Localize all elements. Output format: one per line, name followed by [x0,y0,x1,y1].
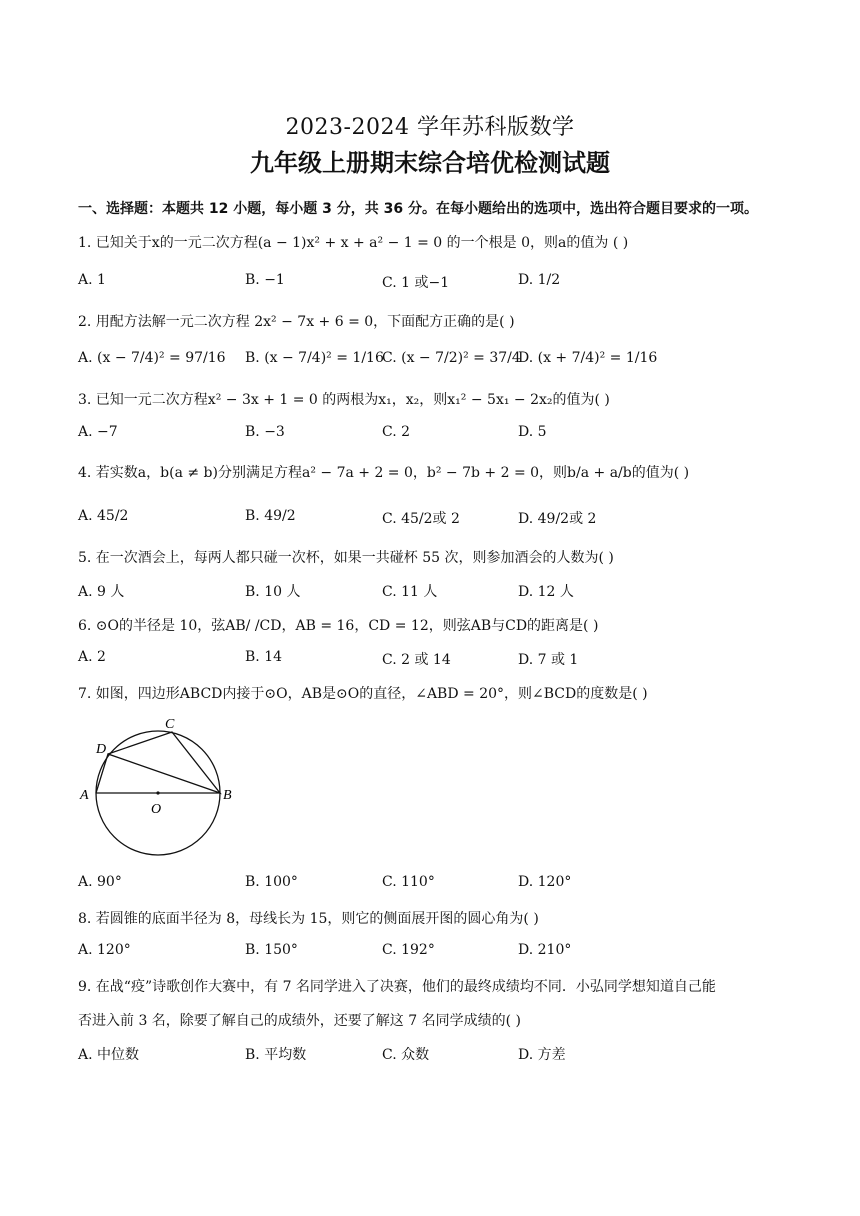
label-b: B [223,788,232,803]
label-c: C [165,717,175,732]
question-3-option-b: B. −3 [245,424,285,440]
question-5-option-b: B. 10 人 [245,584,301,600]
title-subject: 2023-2024 学年苏科版数学 [285,115,575,140]
label-o: O [151,802,162,817]
center-point [156,791,159,794]
question-2-option-d: D. (x + 7/4)² = 1/16 [518,350,658,366]
circle-figure [72,712,252,892]
question-8-option-c: C. 192° [382,942,435,958]
question-9-option-a: A. 中位数 [78,1047,140,1063]
question-9-stem-line2: 否进入前 3 名，除要了解自己的成绩外，还要了解这 7 名同学成绩的( ) [78,1013,521,1029]
question-5-stem: 5. 在一次酒会上，每两人都只碰一次杯，如果一共碰杯 55 次，则参加酒会的人数为( ) [78,550,614,566]
question-1-stem: 1. 已知关于x的一元二次方程(a − 1)x² + x + a² − 1 = 0 的一个根是 0，则a的值为 ( ) [78,235,629,251]
question-2-option-b: B. (x − 7/4)² = 1/16 [245,350,384,366]
question-4-option-b: B. 49/2 [245,508,296,524]
question-8-option-a: A. 120° [78,942,131,958]
question-9-option-d: D. 方差 [518,1047,566,1063]
section-heading: 一、选择题：本题共 12 小题，每小题 3 分，共 36 分。在每小题给出的选项中，选出符合题目要求的一项。 [78,201,758,217]
question-7-option-a: A. 90° [78,874,122,890]
title-exam: 九年级上册期末综合培优检测试题 [250,149,610,177]
question-5-option-d: D. 12 人 [518,584,574,600]
question-4-option-c: C. 45/2或 2 [382,511,460,527]
question-8-option-d: D. 210° [518,942,572,958]
question-6-option-b: B. 14 [245,649,283,665]
question-9-option-c: C. 众数 [382,1047,430,1063]
question-4-option-a: A. 45/2 [78,508,129,524]
question-7-option-b: B. 100° [245,874,298,890]
question-9-stem-line1: 9. 在战“疫”诗歌创作大赛中，有 7 名同学进入了决赛，他们的最终成绩均不同．小弘同学想知道自己能 [78,979,716,995]
question-1-option-b: B. −1 [245,272,285,288]
question-1-option-c: C. 1 或−1 [382,275,450,291]
question-7-stem: 7. 如图，四边形ABCD内接于⊙O，AB是⊙O的直径，∠ABD = 20°，则∠BCD的度数是( ) [78,686,648,702]
question-4-option-d: D. 49/2或 2 [518,511,597,527]
question-6-option-d: D. 7 或 1 [518,652,579,668]
question-1-option-a: A. 1 [78,272,106,288]
question-7-option-c: C. 110° [382,874,435,890]
question-2-option-a: A. (x − 7/4)² = 97/16 [78,350,226,366]
label-d: D [96,742,107,757]
question-3-option-c: C. 2 [382,424,411,440]
label-a: A [80,788,89,803]
question-2-stem: 2. 用配方法解一元二次方程 2x² − 7x + 6 = 0，下面配方正确的是( ) [78,314,515,330]
question-3-stem: 3. 已知一元二次方程x² − 3x + 1 = 0 的两根为x₁，x₂，则x₁² − 5x₁ − 2x₂的值为( ) [78,392,610,408]
question-7-option-d: D. 120° [518,874,572,890]
quadrilateral-abcd [96,732,220,793]
question-2-option-c: C. (x − 7/2)² = 37/4 [382,350,521,366]
question-5-option-c: C. 11 人 [382,584,438,600]
question-6-stem: 6. ⊙O的半径是 10，弦AB/ /CD，AB = 16，CD = 12，则弦AB与CD的距离是( ) [78,618,599,634]
question-4-stem: 4. 若实数a，b(a ≠ b)分别满足方程a² − 7a + 2 = 0，b² − 7b + 2 = 0，则b/a + a/b的值为( ) [78,465,690,481]
question-8-stem: 8. 若圆锥的底面半径为 8，母线长为 15，则它的侧面展开图的圆心角为( ) [78,911,539,927]
question-5-option-a: A. 9 人 [78,584,125,600]
question-3-option-a: A. −7 [78,424,118,440]
question-9-option-b: B. 平均数 [245,1047,307,1063]
question-1-option-d: D. 1/2 [518,272,561,288]
question-6-option-a: A. 2 [78,649,106,665]
question-3-option-d: D. 5 [518,424,547,440]
question-6-option-c: C. 2 或 14 [382,652,451,668]
question-8-option-b: B. 150° [245,942,298,958]
